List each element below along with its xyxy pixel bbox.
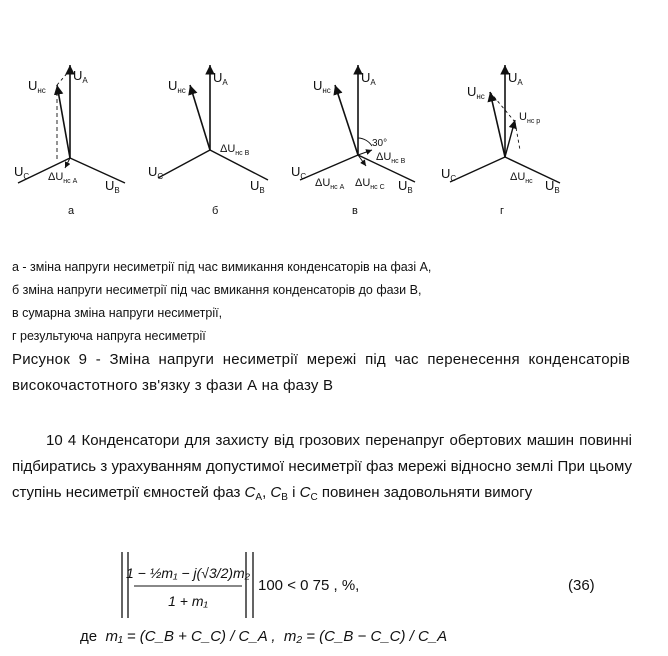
figure-b [148, 65, 268, 217]
m2-definition: m₂ = (C_B − C_C) / C_A [283, 628, 448, 645]
fig-d-letter: г [500, 205, 505, 217]
fig-d-uncp-label: $U_{нс р}$ [519, 111, 541, 125]
formula-graphic [108, 548, 408, 620]
fig-c-delta-a-label: $\Delta U_{нс А}$ [315, 177, 345, 191]
formula-numerator: 1 − ½m₁ − j(√3/2)m₂ [125, 565, 251, 581]
fig-c-unc-label: $U_{нс}$ [313, 78, 331, 95]
legend-item-b: б зміна напруги несиметрії під час вмикання конденсаторів до фази В, [12, 283, 422, 297]
fig-c-ub-label: $U_B$ [398, 178, 413, 195]
figure-d [441, 65, 560, 217]
fig-a-ub-label: $U_B$ [105, 178, 120, 195]
fig-c-delta-c-label: $\Delta U_{нс С}$ [355, 177, 385, 191]
fig-a-ua-label: $U_A$ [73, 68, 88, 85]
legend-item-d: г результуюча напруга несиметрії [12, 329, 206, 343]
legend-item-c: в сумарна зміна напруги несиметрії, [12, 306, 223, 320]
fig-a-letter: а [68, 205, 75, 217]
where-label: де [80, 628, 98, 645]
fig-a-delta-label: $\Delta U_{нс А}$ [48, 171, 78, 185]
fig-d-unc-label: $U_{нс}$ [467, 84, 485, 101]
formula-denominator: 1 + m₁ [168, 593, 208, 609]
fig-c-delta-b-label: $\Delta U_{нс В}$ [376, 151, 406, 165]
fig-d-ub-label: $U_B$ [545, 178, 560, 195]
fig-c-ua-label: $U_A$ [361, 70, 376, 87]
body-paragraph: 10 4 Конденсатори для захисту від грозових перенапруг обертових машин повинні підбиратись з урахуванням допустимої несиметрії фаз мережі відносно землі При цьому ступінь несиметрії ємностей фаз $C_A$, $C_B$ і $C_C$ повинен задовольняти вимогу [12, 432, 632, 503]
fig-c-uc-label: $U_C$ [291, 164, 307, 181]
paragraph-text-2: повинен задовольняти вимогу [317, 484, 533, 501]
cb-subscript: B [281, 492, 288, 503]
fig-d-uc-label: $U_C$ [441, 166, 457, 183]
figure-c [291, 65, 415, 217]
vector-diagrams [0, 0, 668, 230]
cc-subscript: C [310, 492, 318, 503]
fig-b-ub-label: $U_B$ [250, 178, 265, 195]
fig-b-unc-label: $U_{нс}$ [168, 78, 186, 95]
fig-a-uc-label: $U_C$ [14, 164, 30, 181]
paragraph-text-1: 10 4 Конденсатори для захисту від грозових перенапруг обертових машин повинні підбиратись з урахуванням допустимої несиметрії фаз мережі відносно землі При цьому ступінь несиметрії ємностей фаз [12, 432, 632, 501]
m1-definition: m₁ = (C_B + C_C) / C_A , [105, 628, 276, 645]
fig-a-unc-label: $U_{нс}$ [28, 78, 46, 95]
fig-c-angle-label: 30° [372, 138, 388, 149]
cc-symbol: C [299, 484, 311, 501]
fig-d-delta-label: $\Delta U_{нс}$ [510, 171, 533, 185]
where-line [80, 628, 447, 645]
cb-symbol: C [270, 484, 282, 501]
fig-d-ua-label: $U_A$ [508, 70, 523, 87]
fig-b-letter: б [212, 205, 219, 217]
legend-item-a: а - зміна напруги несиметрії під час вимикання конденсаторів на фазі А, [12, 260, 432, 274]
equation-number: (36) [568, 577, 595, 594]
ca-subscript: A [255, 492, 263, 503]
fig-c-letter: в [352, 205, 358, 217]
figure-caption: Рисунок 9 - Зміна напруги несиметрії мережі під час перенесення конденсаторів високочастотного зв'язку з фази А на фазу В [12, 351, 630, 394]
figure-a [14, 65, 125, 217]
fig-b-delta-label: $\Delta U_{нс В}$ [220, 143, 250, 157]
formula-36 [108, 548, 408, 625]
fig-b-uc-label: $U_C$ [148, 164, 164, 181]
fig-b-ua-label: $U_A$ [213, 70, 228, 87]
ca-symbol: C [244, 484, 256, 501]
formula-tail: 100 < 0 75 , %, [258, 577, 360, 594]
